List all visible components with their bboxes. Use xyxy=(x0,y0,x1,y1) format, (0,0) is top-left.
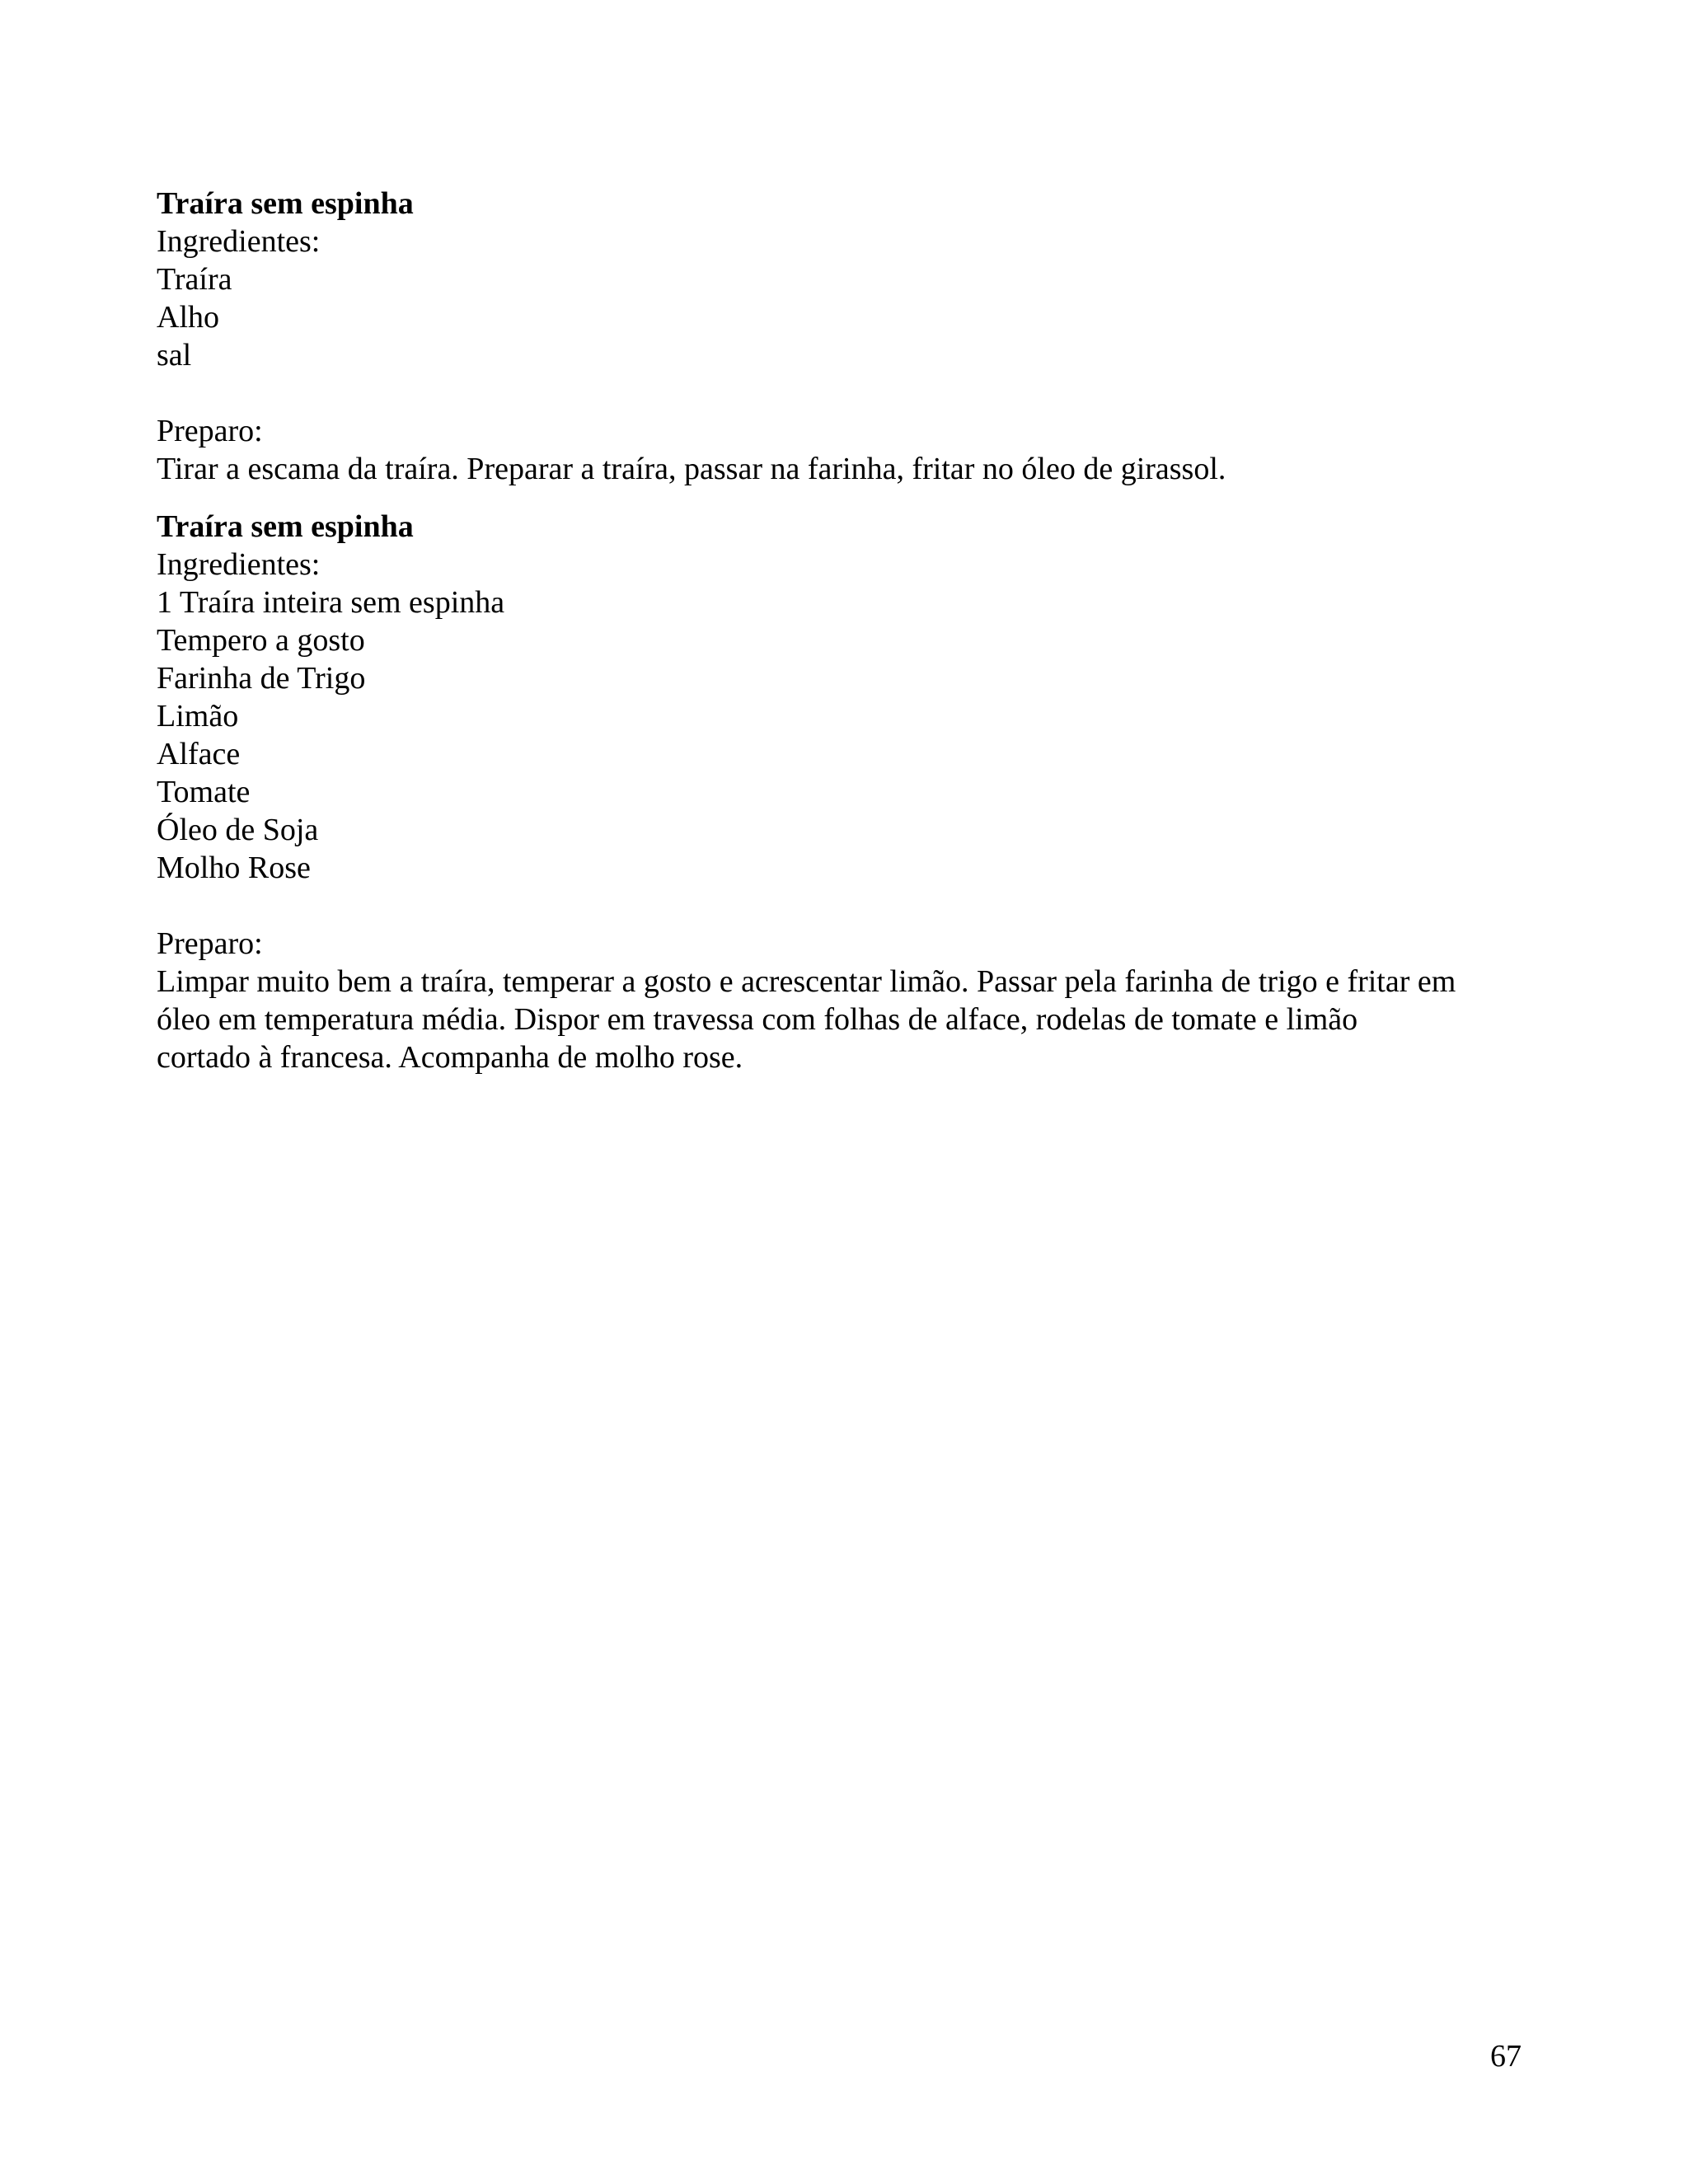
ingredient-item: Tomate xyxy=(157,775,251,809)
ingredients-label: Ingredientes: xyxy=(157,224,321,259)
ingredient-item: Tempero a gosto xyxy=(157,623,365,658)
recipe-title: Traíra sem espinha xyxy=(157,186,414,221)
ingredient-item: 1 Traíra inteira sem espinha xyxy=(157,585,505,620)
preparo-label: Preparo: xyxy=(157,414,263,448)
ingredient-item: Alho xyxy=(157,300,219,335)
ingredient-item: Farinha de Trigo xyxy=(157,661,366,696)
preparo-line: Limpar muito bem a traíra, temperar a gosto e acrescentar limão. Passar pela farinha de trigo e fritar em xyxy=(157,964,1456,999)
ingredient-item: sal xyxy=(157,338,192,373)
ingredient-item: Alface xyxy=(157,737,241,771)
recipe-2 xyxy=(157,508,1558,1076)
ingredient-item: Óleo de Soja xyxy=(157,813,319,847)
preparo-line: óleo em temperatura média. Dispor em travessa com folhas de alface, rodelas de tomate e limão xyxy=(157,1002,1358,1037)
page-number: 67 xyxy=(1490,2039,1522,2074)
preparo-line: Tirar a escama da traíra. Preparar a traíra, passar na farinha, fritar no óleo de girassol. xyxy=(157,452,1226,486)
spacer xyxy=(157,887,1558,925)
ingredients-label: Ingredientes: xyxy=(157,547,321,582)
preparo-line: cortado à francesa. Acompanha de molho rose. xyxy=(157,1040,743,1075)
spacer xyxy=(157,374,1558,412)
ingredient-item: Limão xyxy=(157,699,239,733)
preparo-text xyxy=(157,963,1558,1076)
ingredient-item: Traíra xyxy=(157,262,232,297)
recipe-title: Traíra sem espinha xyxy=(157,509,414,544)
ingredient-item: Molho Rose xyxy=(157,851,311,885)
preparo-text xyxy=(157,450,1558,488)
preparo-label: Preparo: xyxy=(157,926,263,961)
recipe-1 xyxy=(157,185,1558,488)
page-content xyxy=(157,185,1558,1076)
